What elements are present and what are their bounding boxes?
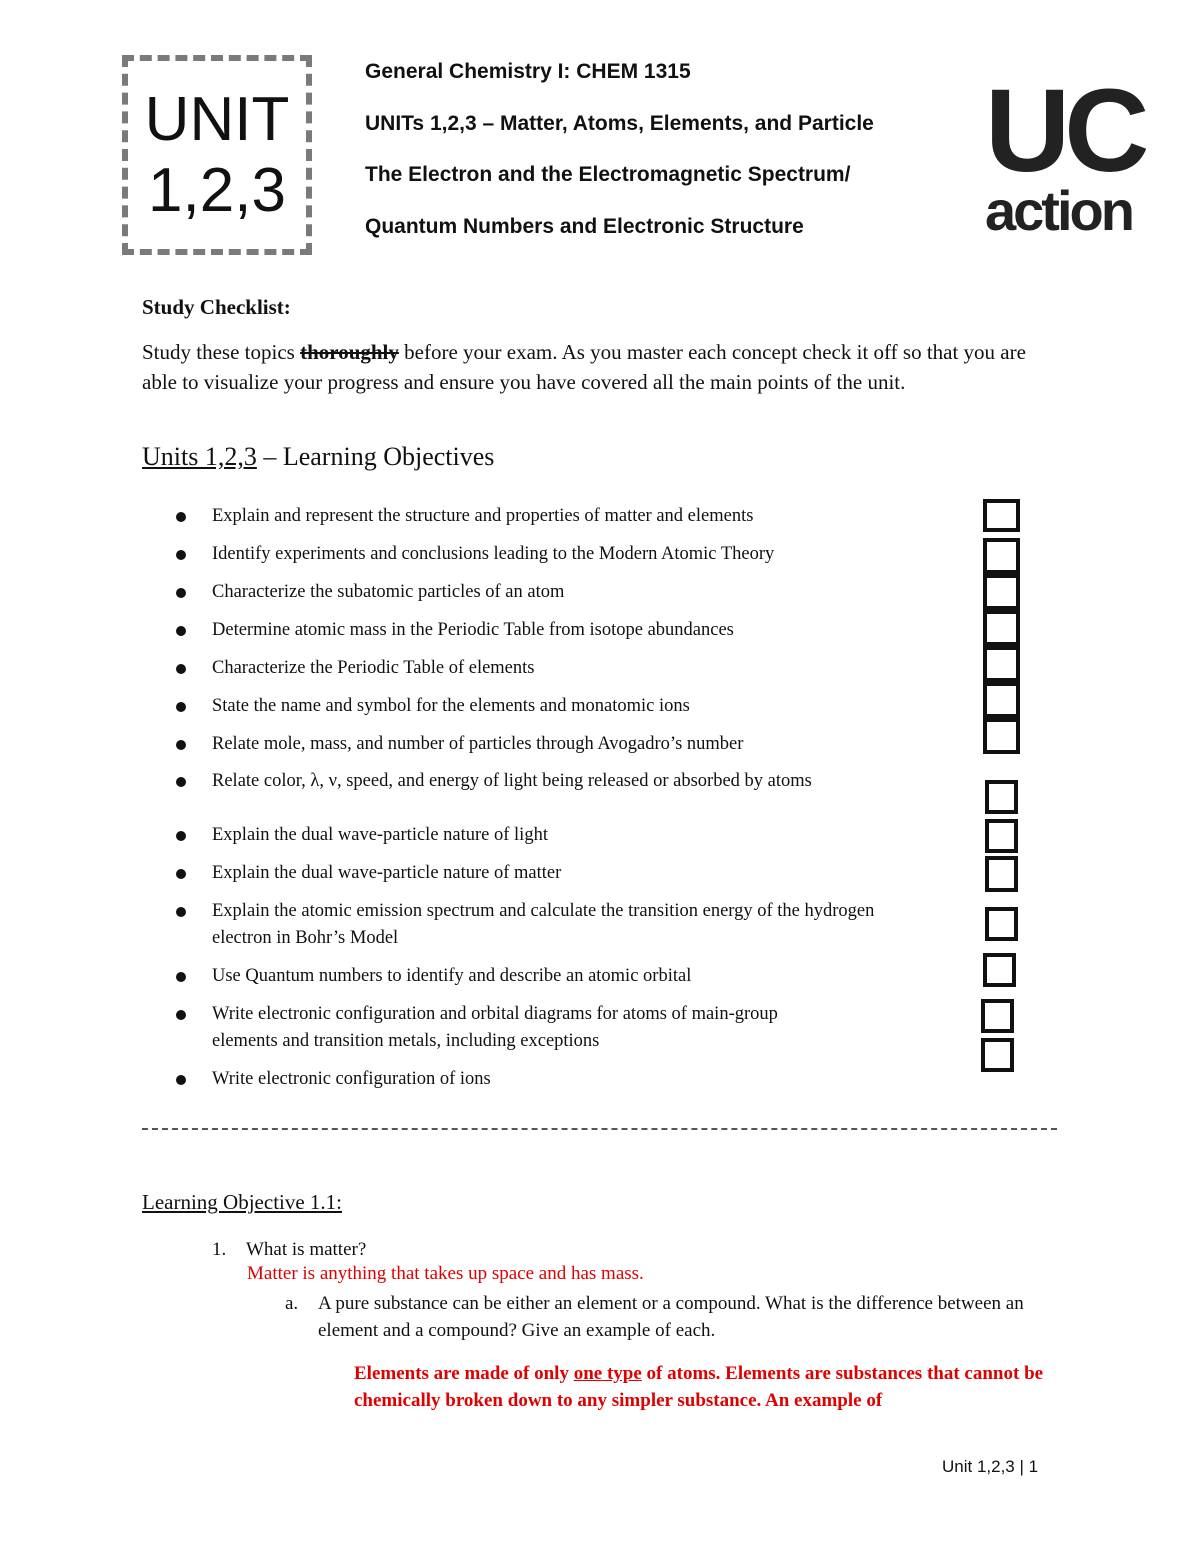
bullet-icon	[176, 1075, 186, 1085]
bullet-icon	[176, 907, 186, 917]
bullet-icon	[176, 777, 186, 787]
section-divider	[142, 1128, 1057, 1130]
objective-text: Explain the dual wave-particle nature of light	[212, 825, 548, 845]
objective-text: State the name and symbol for the elements and monatomic ions	[212, 696, 690, 716]
objectives-heading-units: Units 1,2,3	[142, 442, 257, 471]
intro-text-end: before your exam. As you master each concept check it off so that you are able to visualize your progress and ensure you have covered all the main points of the unit.	[142, 340, 1026, 394]
checklist-title: Study Checklist:	[142, 295, 291, 319]
objective-text: Characterize the Periodic Table of elements	[212, 658, 535, 678]
bullet-icon	[176, 869, 186, 879]
bullet-icon	[176, 1010, 186, 1020]
objectives-heading-rest: – Learning Objectives	[256, 442, 495, 471]
logo-action: action	[985, 179, 1132, 243]
objective-text: Write electronic configuration of ions	[212, 1069, 491, 1089]
bullet-icon	[176, 626, 186, 636]
checkbox[interactable]	[981, 999, 1014, 1033]
checkbox[interactable]	[983, 953, 1016, 987]
unit-badge-line2: 1,2,3	[148, 156, 286, 225]
checkbox[interactable]	[983, 574, 1020, 610]
page-footer: Unit 1,2,3 | 1	[942, 1457, 1039, 1476]
question-1-number: 1.	[212, 1239, 227, 1260]
answer-part-1: Elements are made of only	[354, 1363, 574, 1384]
units-title: UNITs 1,2,3 – Matter, Atoms, Elements, and Particle	[365, 111, 874, 135]
checkbox[interactable]	[983, 718, 1020, 754]
checkbox[interactable]	[983, 646, 1020, 682]
checkbox[interactable]	[985, 907, 1018, 941]
objective-text: Explain the atomic emission spectrum and calculate the transition energy of the hydrogen electron in Bohr’s Model	[212, 901, 875, 948]
answer-part-2: of atoms. Elements are substances that cannot be chemically broken down to any simpler substance. An example of	[354, 1363, 1044, 1411]
checkbox[interactable]	[981, 1038, 1014, 1072]
bullet-icon	[176, 664, 186, 674]
checkbox[interactable]	[985, 819, 1018, 853]
question-1	[212, 1236, 366, 1263]
uc-action-logo	[985, 65, 1155, 243]
answer-underlined: one type	[573, 1363, 642, 1384]
objective-text: Explain the dual wave-particle nature of matter	[212, 863, 562, 883]
checklist-intro	[142, 337, 1062, 397]
checkbox[interactable]	[985, 856, 1018, 892]
topic-line-1: The Electron and the Electromagnetic Spectrum/	[365, 163, 851, 186]
bullet-icon	[176, 550, 186, 560]
bullet-icon	[176, 512, 186, 522]
checkbox[interactable]	[983, 538, 1020, 574]
question-1a-text: A pure substance can be either an element or a compound. What is the difference between an element and a compound? Give an example of each.	[318, 1293, 1024, 1341]
objective-text: Characterize the subatomic particles of an atom	[212, 582, 565, 602]
objective-text: Explain and represent the structure and properties of matter and elements	[212, 506, 754, 526]
objective-text: Relate mole, mass, and number of particles through Avogadro’s number	[212, 734, 744, 754]
checkbox[interactable]	[983, 499, 1020, 532]
checkbox[interactable]	[985, 780, 1018, 814]
bullet-icon	[176, 702, 186, 712]
bullet-icon	[176, 831, 186, 841]
objective-text: Use Quantum numbers to identify and describe an atomic orbital	[212, 966, 692, 986]
document-header	[365, 60, 965, 266]
checkbox[interactable]	[983, 610, 1020, 646]
objective-text: Determine atomic mass in the Periodic Table from isotope abundances	[212, 620, 734, 640]
unit-badge-line1: UNIT	[144, 84, 290, 154]
logo-uc: UC	[985, 65, 1144, 197]
unit-badge	[122, 55, 312, 255]
bullet-icon	[176, 972, 186, 982]
checkbox[interactable]	[983, 682, 1020, 718]
bullet-icon	[176, 588, 186, 598]
intro-text-start: Study these topics	[142, 340, 301, 364]
objectives-heading	[142, 442, 494, 472]
intro-strike-word: thoroughly	[300, 340, 399, 364]
bullet-icon	[176, 740, 186, 750]
question-1a-label: a.	[285, 1293, 299, 1314]
objective-text: Relate color, λ, ν, speed, and energy of light being released or absorbed by atoms	[212, 771, 812, 791]
topic-line-2: Quantum Numbers and Electronic Structure	[365, 214, 804, 238]
learning-objective-heading: Learning Objective 1.1:	[142, 1190, 343, 1214]
question-1-answer: Matter is anything that takes up space and has mass.	[247, 1263, 644, 1284]
objective-text: Identify experiments and conclusions leading to the Modern Atomic Theory	[212, 544, 775, 564]
question-1a-answer	[354, 1360, 1074, 1414]
course-title: General Chemistry I: CHEM 1315	[365, 60, 691, 83]
question-1-text: What is matter?	[246, 1239, 367, 1260]
objective-text: Write electronic configuration and orbital diagrams for atoms of main-group elements and transition metals, including exceptions	[212, 1004, 778, 1051]
